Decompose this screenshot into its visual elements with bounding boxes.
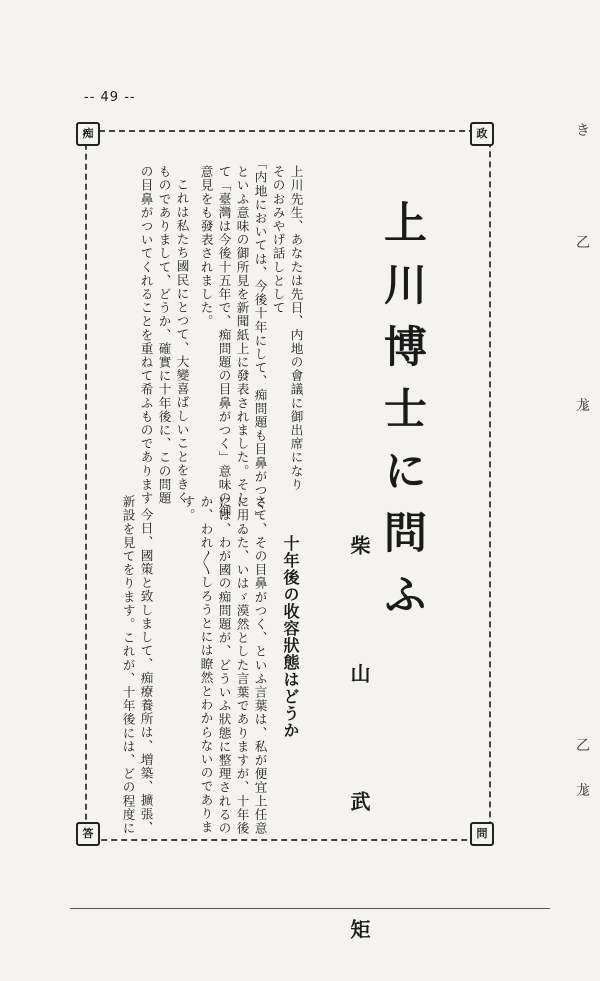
author-name: 柴 山 武 矩 [347, 535, 371, 981]
body-line: か、われ〳〵しろうとには瞭然とわからないのでありま [198, 495, 214, 834]
page-bottom-rule [70, 908, 550, 909]
body-line: ものでありまして、どうか、確實に十年後に、この問題 [156, 165, 172, 505]
body-line: これは私たち國民にとつて、大變喜ばしいことをきく [174, 178, 190, 505]
body-line: て「臺灣は今後十五年で、痴問題の目鼻がつく」意味の御 [216, 165, 232, 519]
body-line: そのおみやげ話しとして [270, 165, 286, 315]
body-line: 今日、國策と致しまして、痴療養所は、増築、擴張、 [138, 508, 154, 835]
corner-mark-bottom-right: 問 [470, 822, 494, 846]
article-title: 上川博士に問ふ [377, 200, 427, 634]
body-line: さて、その目鼻がつく、といふ言葉は、私が便宜上任意 [252, 495, 268, 835]
margin-mark: き [576, 123, 590, 139]
margin-mark: 乙 [576, 235, 590, 251]
corner-mark-top-left: 痴 [76, 122, 100, 146]
margin-mark: 尨 [576, 783, 590, 799]
body-line: 意見をも發表されました。 [198, 165, 214, 329]
section-heading: 十年後の收容狀態はどうか [281, 535, 300, 739]
body-line: 新設を見てをります。これが、十年後には、どの程度に [120, 495, 136, 835]
page-number: -- 49 -- [84, 90, 136, 105]
margin-mark: 尨 [576, 398, 590, 414]
body-line: には、わが國の痴問題が、どういふ狀態に整理されるの [216, 495, 232, 835]
corner-mark-bottom-left: 答 [76, 822, 100, 846]
corner-mark-top-right: 政 [470, 122, 494, 146]
body-line: す。 [180, 495, 196, 523]
body-line: の目鼻がついてくれることを重ねて希ふものであります [138, 165, 154, 505]
body-line: に用ゐた、いはゞ漠然とした言葉でありますが、十年後 [234, 495, 250, 835]
margin-mark: 乙 [576, 738, 590, 754]
body-line: 「内地においては、今後十年にして、痴問題も目鼻がつく」 [252, 157, 268, 525]
body-line: 上川先生、あなたは先日、内地の會議に御出席になり [288, 165, 304, 492]
body-line: といふ意味の御所見を新聞紙上に發表されました。そし [234, 165, 250, 505]
